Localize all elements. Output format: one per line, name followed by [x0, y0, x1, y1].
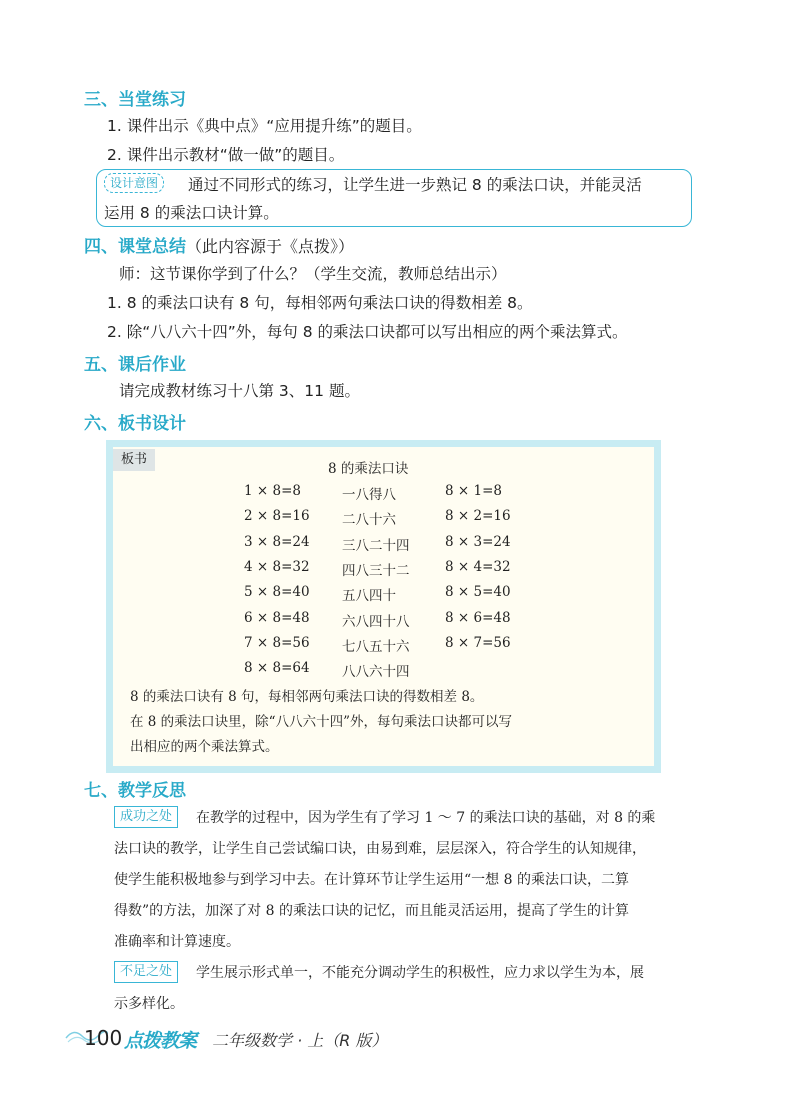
board-rhyme: 二八十六 — [342, 512, 396, 529]
design-intent-line-2: 运用 8 的乘法口诀计算。 — [104, 204, 279, 222]
section-title-summary-note: （此内容源于《点拨》） — [186, 237, 355, 256]
reflection-lack-line: 学生展示形式单一，不能充分调动学生的积极性，应力求以学生为本，展 — [196, 965, 644, 981]
section-title-board: 六、板书设计 — [84, 414, 186, 434]
board-expr-right: 8 × 3=24 — [445, 533, 511, 550]
reflection-lack-line: 示多样化。 — [114, 996, 184, 1012]
board-expr-right: 8 × 6=48 — [445, 609, 511, 626]
board-expr-right: 8 × 5=40 — [445, 584, 511, 601]
reflection-success-line: 使学生能积极地参与到学习中去。在计算环节让学生运用“一想 8 的乘法口诀，二算 — [114, 872, 629, 888]
board-expr-left: 4 × 8=32 — [244, 558, 310, 575]
design-intent-line-1: 通过不同形式的练习，让学生进一步熟记 8 的乘法口诀，并能灵活 — [188, 176, 642, 194]
board-expr-left: 7 × 8=56 — [244, 634, 310, 651]
board-note-3: 出相应的两个乘法算式。 — [130, 739, 279, 755]
practice-item-2: 2. 课件出示教材“做一做”的题目。 — [107, 146, 345, 164]
section-title-homework: 五、课后作业 — [84, 355, 186, 375]
reflection-success-tag: 成功之处 — [114, 806, 178, 828]
section-title-practice: 三、当堂练习 — [84, 90, 186, 110]
board-note-2: 在 8 的乘法口诀里，除“八八六十四”外，每句乘法口诀都可以写 — [130, 714, 512, 730]
summary-point-1: 1. 8 的乘法口诀有 8 句，每相邻两句乘法口诀的得数相差 8。 — [107, 294, 533, 312]
board-expr-right: 8 × 7=56 — [445, 634, 511, 651]
board-rhyme: 八八六十四 — [342, 664, 410, 681]
board-expr-left: 8 × 8=64 — [244, 660, 310, 677]
brand-logo: 点拨教案 — [124, 1030, 197, 1052]
page-number: 100 — [84, 1026, 123, 1050]
section-title-reflection: 七、教学反思 — [84, 781, 186, 801]
board-expr-left: 3 × 8=24 — [244, 533, 310, 550]
reflection-success-line: 准确率和计算速度。 — [114, 934, 240, 950]
summary-point-2: 2. 除“八八六十四”外，每句 8 的乘法口诀都可以写出相应的两个乘法算式。 — [107, 323, 628, 341]
board-expr-left: 1 × 8=8 — [244, 483, 301, 499]
board-rhyme: 三八二十四 — [342, 537, 410, 554]
section-title-summary — [84, 232, 354, 257]
board-rhyme: 七八五十六 — [342, 638, 410, 655]
design-intent-tag: 设计意图 — [104, 173, 164, 193]
reflection-success-line: 在教学的过程中，因为学生有了学习 1 ～ 7 的乘法口诀的基础，对 8 的乘 — [196, 810, 656, 826]
board-expr-left: 6 × 8=48 — [244, 609, 310, 626]
reflection-lack-tag: 不足之处 — [114, 961, 178, 983]
homework-text: 请完成教材练习十八第 3、11 题。 — [119, 382, 360, 400]
board-expr-left: 2 × 8=16 — [244, 508, 310, 525]
board-rhyme: 五八四十 — [342, 588, 396, 605]
board-expr-right: 8 × 1=8 — [445, 483, 502, 499]
board-note-1: 8 的乘法口诀有 8 句，每相邻两句乘法口诀的得数相差 8。 — [130, 689, 484, 705]
reflection-success-line: 法口诀的教学，让学生自己尝试编口诀，由易到难，层层深入，符合学生的认知规律， — [114, 841, 646, 857]
book-subtitle: 二年级数学 · 上（R 版） — [212, 1031, 388, 1050]
practice-item-1: 1. 课件出示《典中点》“应用提升练”的题目。 — [107, 117, 422, 135]
board-tag: 板书 — [113, 449, 155, 471]
summary-teacher-line: 师：这节课你学到了什么？（学生交流，教师总结出示） — [119, 265, 507, 283]
board-rhyme: 一八得八 — [342, 487, 396, 503]
board-rhyme: 六八四十八 — [342, 613, 410, 630]
board-title: 8 的乘法口诀 — [328, 461, 409, 477]
board-rhyme: 四八三十二 — [342, 562, 410, 579]
board-expr-left: 5 × 8=40 — [244, 584, 310, 601]
board-expr-right: 8 × 2=16 — [445, 508, 511, 525]
reflection-success-line: 得数”的方法，加深了对 8 的乘法口诀的记忆，而且能灵活运用，提高了学生的计算 — [114, 903, 629, 919]
section-title-summary-text: 四、课堂总结 — [84, 237, 186, 257]
board-expr-right: 8 × 4=32 — [445, 558, 511, 575]
